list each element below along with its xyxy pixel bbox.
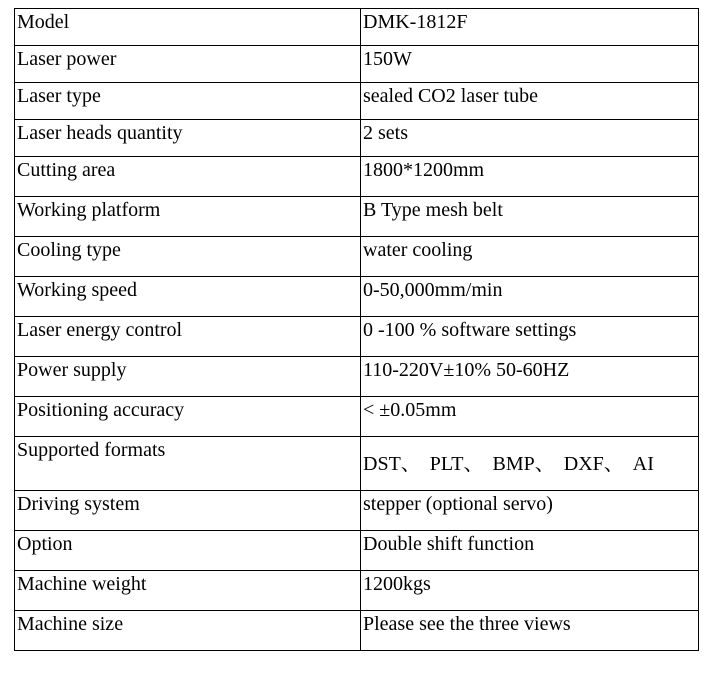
spec-row-driving-system: [15, 491, 699, 531]
spec-label-option: Option: [15, 531, 361, 571]
spec-label-supported-formats: Supported formats: [15, 437, 361, 491]
spec-value-laser-heads-quantity: 2 sets: [361, 120, 699, 157]
spec-label-laser-power: Laser power: [15, 46, 361, 83]
spec-value-supported-formats: DST、 PLT、 BMP、 DXF、 AI: [361, 437, 699, 491]
spec-value-working-speed: 0-50,000mm/min: [361, 277, 699, 317]
spec-value-option: Double shift function: [361, 531, 699, 571]
spec-value-machine-weight: 1200kgs: [361, 571, 699, 611]
spec-value-working-platform: B Type mesh belt: [361, 197, 699, 237]
spec-label-cutting-area: Cutting area: [15, 157, 361, 197]
spec-label-laser-type: Laser type: [15, 83, 361, 120]
spec-row-model: [15, 9, 699, 46]
spec-label-driving-system: Driving system: [15, 491, 361, 531]
spec-value-laser-power: 150W: [361, 46, 699, 83]
spec-row-cooling-type: [15, 237, 699, 277]
spec-row-laser-power: [15, 46, 699, 83]
spec-row-cutting-area: [15, 157, 699, 197]
spec-value-machine-size: Please see the three views: [361, 611, 699, 651]
spec-row-power-supply: [15, 357, 699, 397]
spec-label-machine-size: Machine size: [15, 611, 361, 651]
spec-row-machine-weight: [15, 571, 699, 611]
spec-row-working-platform: [15, 197, 699, 237]
spec-value-cooling-type: water cooling: [361, 237, 699, 277]
spec-label-machine-weight: Machine weight: [15, 571, 361, 611]
spec-label-laser-energy-control: Laser energy control: [15, 317, 361, 357]
spec-value-laser-energy-control: 0 -100 % software settings: [361, 317, 699, 357]
spec-value-positioning-accuracy: < ±0.05mm: [361, 397, 699, 437]
spec-label-model: Model: [15, 9, 361, 46]
spec-value-laser-type: sealed CO2 laser tube: [361, 83, 699, 120]
spec-row-supported-formats: [15, 437, 699, 491]
spec-table-body: [15, 9, 699, 651]
spec-label-cooling-type: Cooling type: [15, 237, 361, 277]
spec-value-driving-system: stepper (optional servo): [361, 491, 699, 531]
spec-label-laser-heads-quantity: Laser heads quantity: [15, 120, 361, 157]
spec-value-power-supply: 110-220V±10% 50-60HZ: [361, 357, 699, 397]
spec-label-working-platform: Working platform: [15, 197, 361, 237]
spec-row-machine-size: [15, 611, 699, 651]
spec-value-cutting-area: 1800*1200mm: [361, 157, 699, 197]
spec-row-laser-energy-control: [15, 317, 699, 357]
spec-value-model: DMK-1812F: [361, 9, 699, 46]
spec-label-working-speed: Working speed: [15, 277, 361, 317]
spec-label-power-supply: Power supply: [15, 357, 361, 397]
spec-row-working-speed: [15, 277, 699, 317]
spec-row-positioning-accuracy: [15, 397, 699, 437]
spec-row-laser-heads-quantity: [15, 120, 699, 157]
spec-label-positioning-accuracy: Positioning accuracy: [15, 397, 361, 437]
spec-row-option: [15, 531, 699, 571]
spec-row-laser-type: [15, 83, 699, 120]
spec-table: [14, 8, 699, 651]
